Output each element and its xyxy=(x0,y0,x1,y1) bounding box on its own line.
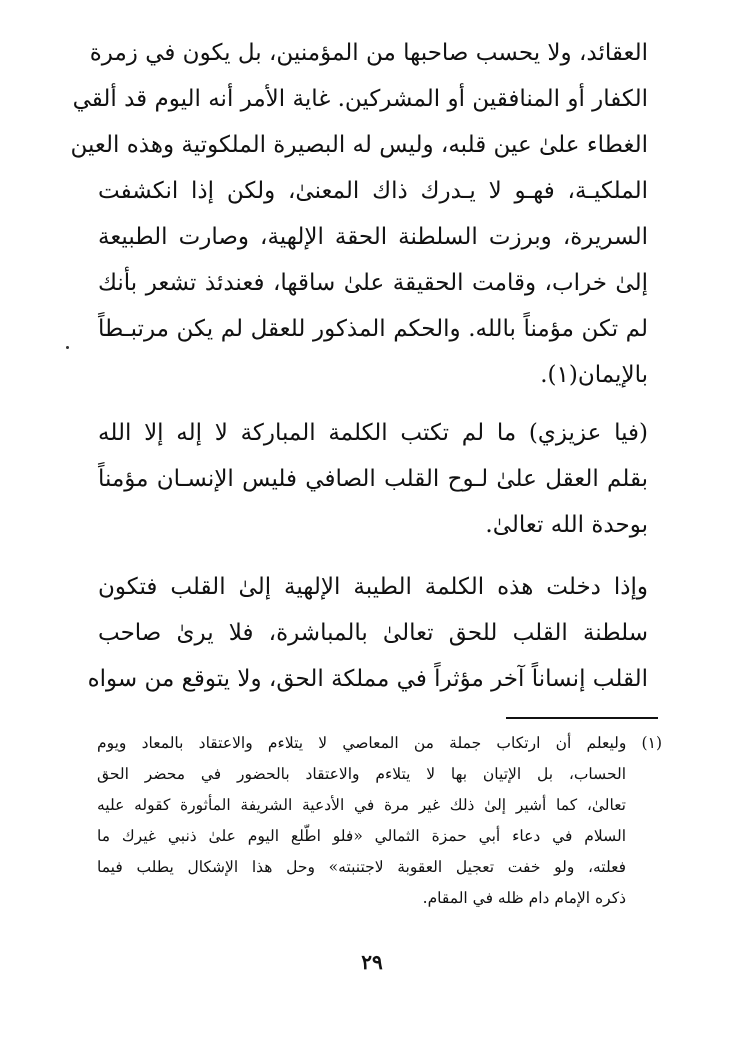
text-line: القلب إنساناً آخر مؤثراً في مملكة الحق، ولا يتوقع من سواه xyxy=(87,666,648,692)
text-line: بوحدة الله تعالىٰ. xyxy=(485,512,648,538)
page-number: ٢٩ xyxy=(361,950,383,974)
text-line: العقائد، ولا يحسب صاحبها من المؤمنين، بل يكون في زمرة xyxy=(89,40,648,66)
footnote-line: السلام في دعاء أبي حمزة الثمالي «فلو اطّلع اليوم علىٰ ذنبي غيرك ما xyxy=(97,827,626,845)
footnote-line: ذكره الإمام دام ظله في المقام. xyxy=(422,889,626,907)
scan-speck xyxy=(66,346,69,349)
footnote-line: تعالىٰ، كما أشير إلىٰ ذلك غير مرة في الأدعية الشريفة المأثورة كقوله عليه xyxy=(97,796,626,814)
paragraph-2 xyxy=(98,410,648,548)
text-line: وإذا دخلت هذه الكلمة الطيبة الإلهية إلىٰ القلب فتكون xyxy=(98,574,648,600)
footnote-line: فعلته، ولو خفت تعجيل العقوبة لاجتنبته» وحل هذا الإشكال يطلب فيما xyxy=(97,858,626,876)
text-line: بقلم العقل علىٰ لـوح القلب الصافي فليس الإنسـان مؤمناً xyxy=(98,466,648,492)
footnote-line: (١) وليعلم أن ارتكاب جملة من المعاصي لا يتلاءم والاعتقاد بالمعاد ويوم xyxy=(97,734,662,752)
text-line: الكفار أو المنافقين أو المشركين. غاية الأمر أنه اليوم قد ألقي xyxy=(72,86,648,112)
footnote-divider xyxy=(506,717,658,719)
paragraph-1 xyxy=(70,30,648,398)
text-line: (فيا عزيزي) ما لم تكتب الكلمة المباركة لا إله إلا الله xyxy=(98,420,648,446)
text-line: بالإيمان(١). xyxy=(540,362,648,388)
text-line: إلىٰ خراب، وقامت الحقيقة علىٰ ساقها، فعندئذ تشعر بأنك xyxy=(98,270,648,296)
paragraph-3 xyxy=(87,564,648,702)
footnote-line: الحساب، بل الإتيان بها لا يتلاءم والاعتقاد بالحضور في محضر الحق xyxy=(97,765,626,783)
text-line: الغطاء علىٰ عين قلبه، وليس له البصيرة الملكوتية وهذه العين xyxy=(70,132,648,158)
text-line: لم تكن مؤمناً بالله. والحكم المذكور للعقل لم يكن مرتبـطاً xyxy=(98,316,648,342)
text-line: سلطنة القلب للحق تعالىٰ بالمباشرة، فلا يرىٰ صاحب xyxy=(98,620,648,646)
text-line: الملكيـة، فهـو لا يـدرك ذاك المعنىٰ، ولكن إذا انكشفت xyxy=(98,178,648,204)
footnote-block xyxy=(97,728,662,914)
text-line: السريرة، وبرزت السلطنة الحقة الإلهية، وصارت الطبيعة xyxy=(98,224,648,250)
